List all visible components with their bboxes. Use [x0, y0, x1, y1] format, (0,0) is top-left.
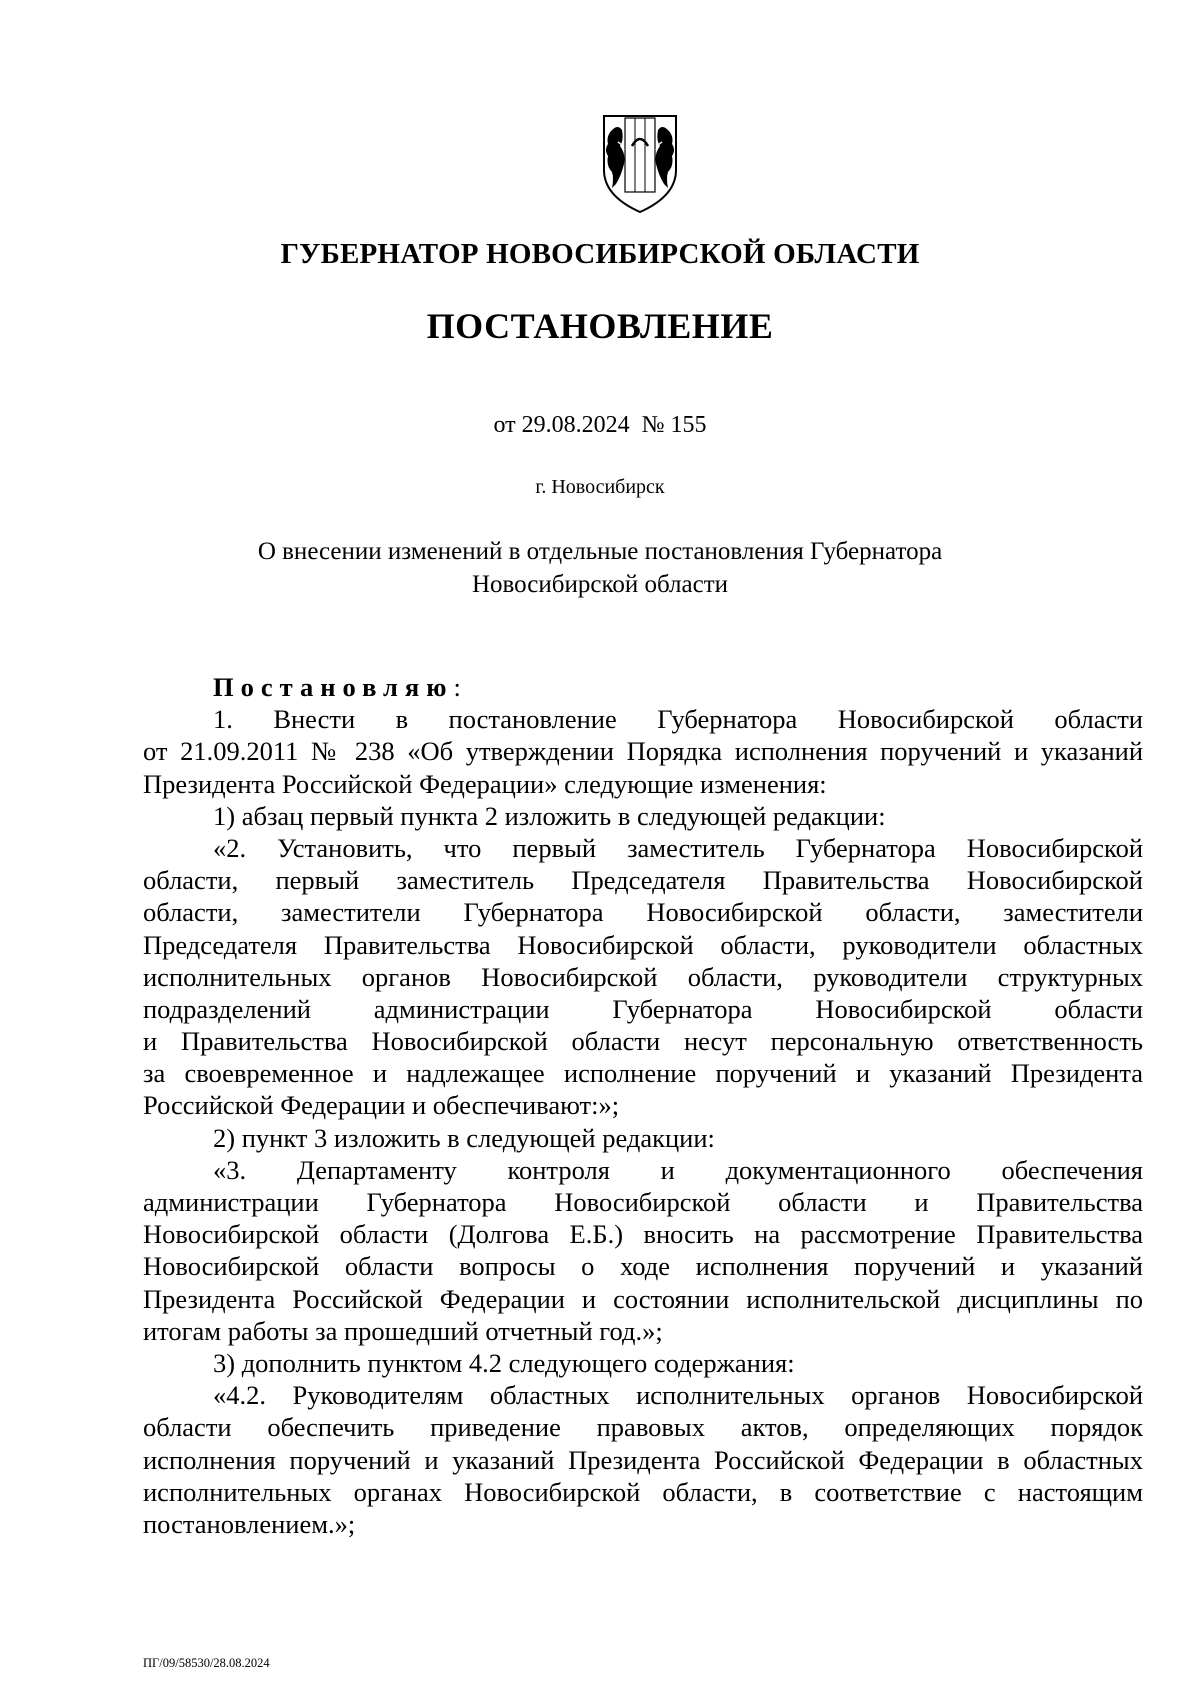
issuer-title: ГУБЕРНАТОР НОВОСИБИРСКОЙ ОБЛАСТИ — [280, 238, 920, 270]
body-line: Новосибирской области вопросы о ходе исполнения поручений и указаний — [143, 1251, 1143, 1282]
body-line: Российской Федерации и обеспечивают:»; — [143, 1090, 620, 1121]
body-line: за своевременное и надлежащее исполнение поручений и указаний Президента — [143, 1058, 1143, 1089]
body-line: Новосибирской области (Долгова Е.Б.) вносить на рассмотрение Правительства — [143, 1219, 1143, 1250]
body-line: 1) абзац первый пункта 2 изложить в следующей редакции: — [213, 800, 886, 831]
body-line: и Правительства Новосибирской области несут персональную ответственность — [143, 1026, 1143, 1057]
decree-colon: : — [453, 672, 461, 702]
body-line: «3. Департаменту контроля и документационного обеспечения — [213, 1154, 1143, 1185]
body-line: постановлением.»; — [143, 1508, 356, 1539]
body-line: Президента Российской Федерации» следующие изменения: — [143, 768, 827, 799]
body-line: исполнительных органах Новосибирской области, в соответствие с настоящим — [143, 1476, 1143, 1507]
decree-heading — [143, 671, 1143, 703]
body-line: от 21.09.2011 № 238 «Об утверждении Порядка исполнения поручений и указаний — [143, 736, 1143, 767]
body-line: итогам работы за прошедший отчетный год.»; — [143, 1315, 663, 1346]
coat-of-arms-icon — [598, 112, 682, 214]
body-line: исполнения поручений и указаний Президента Российской Федерации в областных — [143, 1444, 1143, 1475]
issue-city: г. Новосибирск — [535, 476, 665, 498]
document-subject — [0, 535, 1200, 601]
decree-word: Постановляю — [213, 672, 454, 702]
body-line: подразделений администрации Губернатора Новосибирской области — [143, 993, 1143, 1024]
body-line: администрации Губернатора Новосибирской области и Правительства — [143, 1187, 1143, 1217]
body-line: 3) дополнить пунктом 4.2 следующего содержания: — [213, 1347, 795, 1378]
body-line: 2) пункт 3 изложить в следующей редакции: — [213, 1122, 715, 1153]
subject-line: Новосибирской области — [471, 571, 729, 598]
body-line: области обеспечить приведение правовых актов, определяющих порядок — [143, 1412, 1143, 1443]
subject-line: О внесении изменений в отдельные постановления Губернатора — [257, 538, 943, 565]
body-line: Председателя Правительства Новосибирской области, руководители областных — [143, 929, 1143, 960]
document-registration-id: ПГ/09/58530/28.08.2024 — [143, 1656, 270, 1670]
document-body — [143, 671, 1143, 1540]
body-line: области, первый заместитель Председателя Правительства Новосибирской — [143, 865, 1143, 896]
body-line: 1. Внести в постановление Губернатора Новосибирской области — [213, 704, 1143, 735]
body-line: «4.2. Руководителям областных исполнительных органов Новосибирской — [213, 1380, 1143, 1411]
body-line: Президента Российской Федерации и состоянии исполнительской дисциплины по — [143, 1283, 1143, 1314]
document-number-date: от 29.08.2024 № 155 — [493, 412, 707, 438]
document-type: ПОСТАНОВЛЕНИЕ — [426, 306, 774, 346]
body-line: исполнительных органов Новосибирской области, руководители структурных — [143, 961, 1143, 992]
body-line: области, заместители Губернатора Новосибирской области, заместители — [143, 897, 1143, 928]
body-line: «2. Установить, что первый заместитель Губернатора Новосибирской — [213, 832, 1143, 863]
